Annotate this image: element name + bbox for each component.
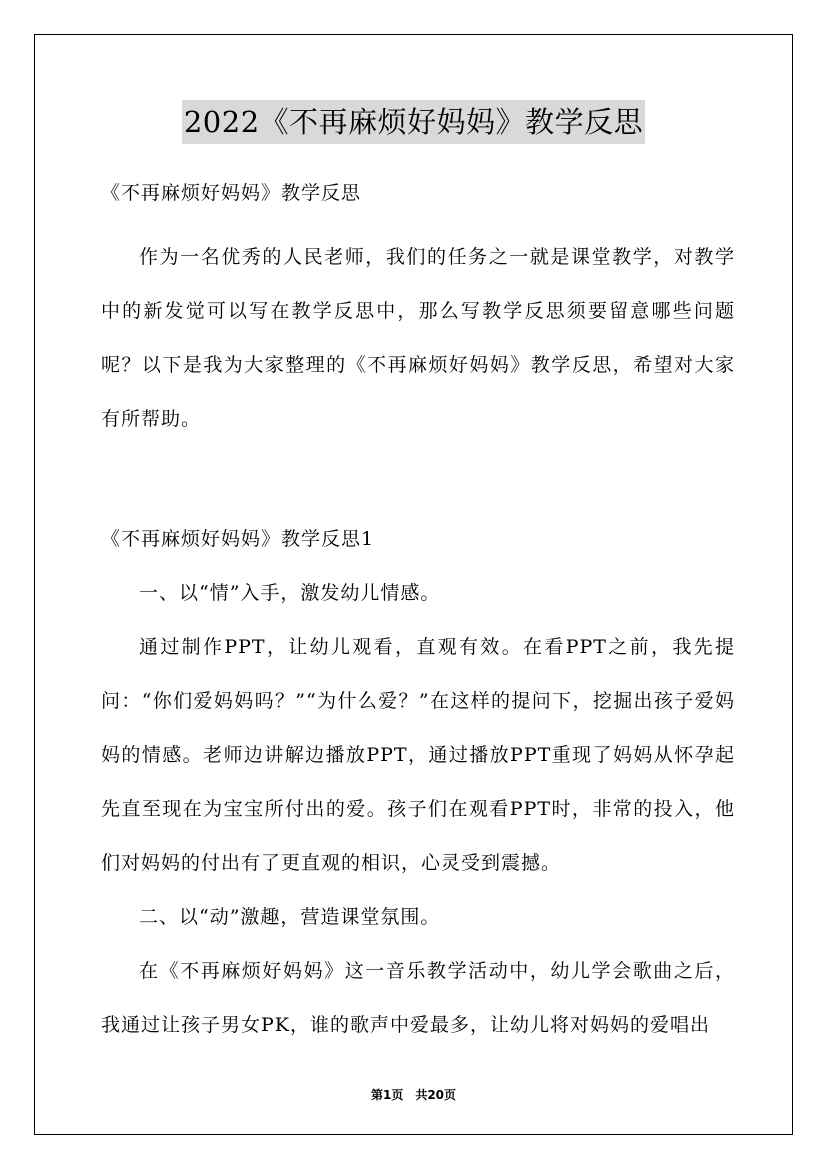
intro-paragraph: 作为一名优秀的人民老师，我们的任务之一就是课堂教学，对教学中的新发觉可以写在教学反思中，那么写教学反思须要留意哪些问题呢？以下是我为大家整理的《不再麻烦好妈妈》教学反思，希望对大家有所帮助。: [101, 245, 735, 430]
document-subtitle: 《不再麻烦好妈妈》教学反思: [101, 182, 362, 204]
spacer: [101, 212, 735, 230]
title-container: [0, 100, 827, 144]
page-number: 第1页 共20页: [370, 1088, 457, 1102]
point-heading-1: 一、以“情”入手，激发幼儿情感。: [139, 581, 441, 604]
point-body-1: 通过制作PPT，让幼儿观看，直观有效。在看PPT之前，我先提问：“你们爱妈妈吗？”“为什么爱？”在这样的提问下，挖掘出孩子爱妈妈的情感。老师边讲解边播放PPT，通过播放PPT重现了妈妈从怀孕起先直至现在为宝宝所付出的爱。孩子们在观看PPT时，非常的投入，他们对妈妈的付出有了更直观的相识，心灵受到震撼。: [101, 635, 735, 874]
page-footer: [0, 1086, 827, 1103]
point-body-2: 在《不再麻烦好妈妈》这一音乐教学活动中，幼儿学会歌曲之后，我通过让孩子男女PK，谁的歌声中爱最多，让幼儿将对妈妈的爱唱出: [101, 959, 735, 1036]
section-heading: 《不再麻烦好妈妈》教学反思1: [101, 527, 375, 550]
point-heading-2: 二、以“动”激趣，营造课堂氛围。: [139, 905, 441, 928]
document-body: [101, 175, 735, 1052]
document-title: 2022《不再麻烦好妈妈》教学反思: [182, 100, 645, 144]
spacer: [101, 446, 735, 512]
